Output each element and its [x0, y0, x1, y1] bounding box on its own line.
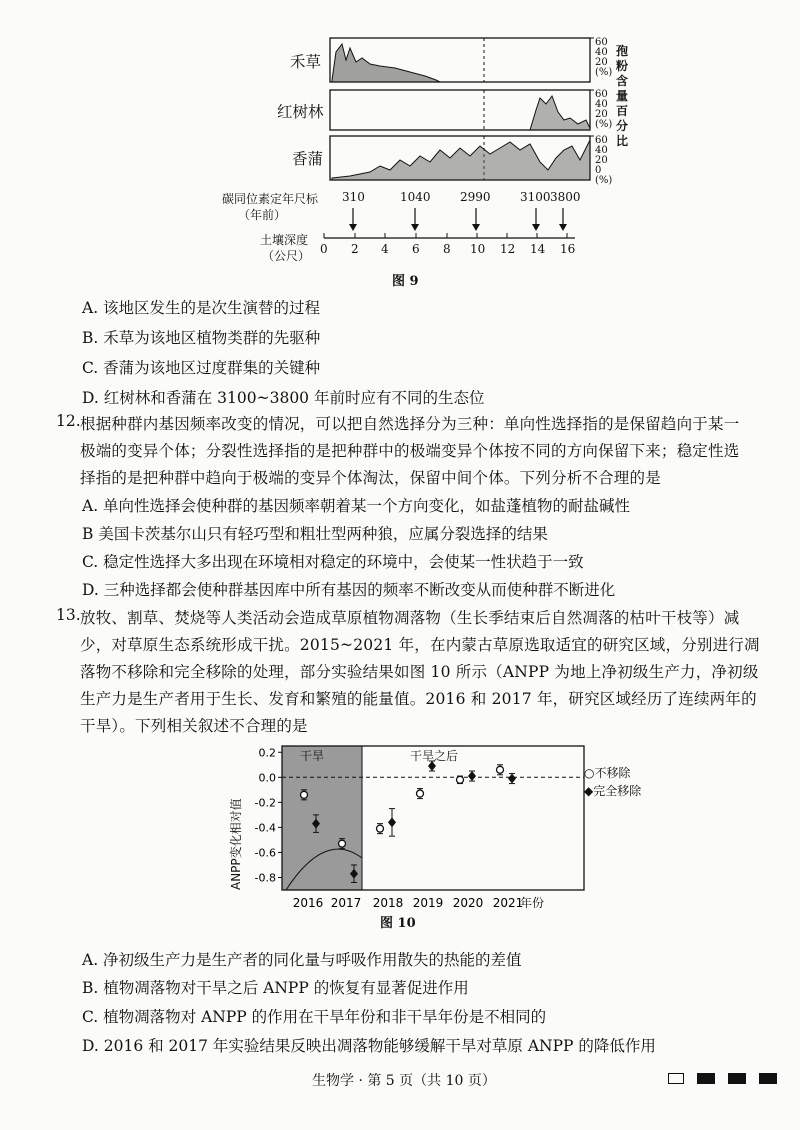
- x-tick-label: 2016: [292, 896, 324, 910]
- q13-stem-line: 生产力是生产者用于生长、发育和繁殖的能量值。2016 和 2017 年，研究区域经历了连续两年的: [80, 690, 757, 708]
- figure-9-caption: 图 9: [392, 274, 419, 289]
- pollen-ylabel: 孢粉含量百分比: [616, 44, 629, 148]
- cattail-ticks: 60 40 20 0 (%): [595, 135, 613, 186]
- soil-tick: 10: [470, 242, 486, 256]
- soil-label: 土壤深度: [260, 233, 309, 247]
- filled-diamond-icon: ◆: [584, 784, 594, 798]
- carbon-3100: 3100: [520, 190, 551, 204]
- q12-stem-line: 极端的变异个体；分裂性选择指的是把种群中的极端变异个体按不同的方向保留下来；稳定性选: [80, 442, 740, 460]
- x-tick-label: 2020: [452, 896, 484, 910]
- drought-shade: [282, 746, 362, 890]
- q13-option-d: D. 2016 和 2017 年实验结果反映出凋落物能够缓解干旱对草原 ANPP 的降低作用: [82, 1037, 656, 1055]
- y-axis-label: ANPP变化相对值: [229, 798, 243, 890]
- mangrove-ticks: 60 40 20 (%): [595, 89, 613, 130]
- grass-ticks: 60 40 20 (%): [595, 37, 613, 78]
- page-markers: [660, 1068, 777, 1086]
- legend-full-removal: [584, 782, 641, 799]
- point-no-removal: [497, 766, 504, 773]
- q13-stem-line: 干旱）。下列相关叙述不合理的是: [80, 717, 308, 735]
- soil-unit: （公尺）: [262, 249, 311, 263]
- point-no-removal: [377, 825, 384, 832]
- point-no-removal: [457, 776, 464, 783]
- after-drought-label: 干旱之后: [410, 749, 459, 763]
- filled-square-icon: [759, 1073, 777, 1084]
- y-tick-label: -0.2: [254, 796, 276, 810]
- carbon-unit: （年前）: [238, 208, 287, 222]
- q12-option-b: B 美国卡茨基尔山只有轻巧型和粗壮型两种狼，应属分裂选择的结果: [82, 525, 548, 543]
- empty-square-icon: [668, 1073, 684, 1084]
- figure-9: [0, 0, 800, 290]
- x-tick-label: 2019: [412, 896, 444, 910]
- soil-tick: 6: [412, 242, 420, 256]
- filled-square-icon: [697, 1073, 715, 1084]
- grass-curve: [332, 44, 440, 82]
- q12-stem-line: 择指的是把种群中趋向于极端的变异个体淘汰，保留中间个体。下列分析不合理的是: [80, 469, 661, 487]
- drought-label: 干旱: [300, 749, 325, 763]
- legend-label: 完全移除: [593, 784, 642, 798]
- q13-option-b: B. 植物凋落物对干旱之后 ANPP 的恢复有显著促进作用: [82, 979, 469, 997]
- x-axis-label: 年份: [520, 896, 545, 910]
- carbon-label: 碳同位素定年尺标: [222, 192, 319, 206]
- carbon-3800: 3800: [550, 190, 581, 204]
- soil-tick: 14: [530, 242, 546, 256]
- row-label-grass: 禾草: [290, 53, 322, 71]
- row-label-cattail: 香蒲: [292, 150, 324, 168]
- q12-option-a: A. 单向性选择会使种群的基因频率朝着某一个方向变化，如盐蓬植物的耐盐碱性: [82, 497, 631, 515]
- q11-option-d: D. 红树林和香蒲在 3100~3800 年前时应有不同的生态位: [82, 389, 485, 407]
- q12-stem-line: 根据种群内基因频率改变的情况，可以把自然选择分为三种：单向性选择指的是保留趋向于某一: [80, 415, 740, 433]
- q11-option-c: C. 香蒲为该地区过度群集的关键种: [82, 359, 321, 377]
- x-tick-label: 2017: [330, 896, 362, 910]
- filled-square-icon: [728, 1073, 746, 1084]
- y-tick-label: -0.4: [254, 821, 276, 835]
- cattail-curve: [332, 140, 590, 180]
- q12-option-d: D. 三种选择都会使种群基因库中所有基因的频率不断改变从而使种群不断进化: [82, 581, 616, 599]
- point-full-removal: [388, 817, 396, 827]
- figure-10-caption: 图 10: [380, 916, 416, 931]
- q13-stem-line: 少，对草原生态系统形成干扰。2015~2021 年，在内蒙古草原选取适宜的研究区域，分别进行凋: [80, 636, 760, 654]
- q13-stem-line: 落物不移除和完全移除的处理，部分实验结果如图 10 所示（ANPP 为地上净初级生产力，净初级: [80, 663, 759, 681]
- legend-label: 不移除: [594, 766, 631, 780]
- q13-option-a: A. 净初级生产力是生产者的同化量与呼吸作用散失的热能的差值: [82, 951, 522, 969]
- carbon-1040: 1040: [400, 190, 431, 204]
- open-circle-icon: ○: [584, 766, 595, 780]
- q13-stem-line: 放牧、割草、焚烧等人类活动会造成草原植物凋落物（生长季结束后自然凋落的枯叶干枝等）减: [80, 609, 740, 627]
- soil-tick: 16: [560, 242, 576, 256]
- q13-number: 13.: [56, 606, 81, 624]
- y-tick-label: -0.8: [254, 871, 276, 885]
- y-tick-label: 0.2: [258, 746, 276, 760]
- q11-option-b: B. 禾草为该地区植物类群的先驱种: [82, 329, 321, 347]
- q12-number: 12.: [56, 412, 81, 430]
- point-no-removal: [301, 791, 308, 798]
- q12-option-c: C. 稳定性选择大多出现在环境相对稳定的环境中，会使某一性状趋于一致: [82, 553, 584, 571]
- soil-tick: 0: [320, 242, 328, 256]
- y-tick-label: -0.6: [254, 846, 276, 860]
- page-footer: 生物学 · 第 5 页（共 10 页）: [312, 1073, 496, 1089]
- soil-tick: 2: [351, 242, 359, 256]
- soil-tick: 12: [500, 242, 516, 256]
- soil-tick: 8: [443, 242, 451, 256]
- row-label-mangrove: 红树林: [277, 103, 324, 121]
- x-tick-label: 2021: [492, 896, 524, 910]
- point-full-removal: [468, 771, 476, 781]
- y-tick-label: 0.0: [258, 771, 276, 785]
- legend-no-removal: [584, 764, 631, 781]
- q11-option-a: A. 该地区发生的是次生演替的过程: [82, 299, 321, 317]
- x-tick-label: 2018: [372, 896, 404, 910]
- q13-option-c: C. 植物凋落物对 ANPP 的作用在干旱年份和非干旱年份是不相同的: [82, 1008, 547, 1026]
- carbon-2990: 2990: [460, 190, 491, 204]
- soil-tick: 4: [381, 242, 389, 256]
- carbon-310: 310: [342, 190, 365, 204]
- point-full-removal: [508, 774, 516, 784]
- point-no-removal: [339, 840, 346, 847]
- point-no-removal: [417, 790, 424, 797]
- mangrove-curve: [530, 96, 590, 130]
